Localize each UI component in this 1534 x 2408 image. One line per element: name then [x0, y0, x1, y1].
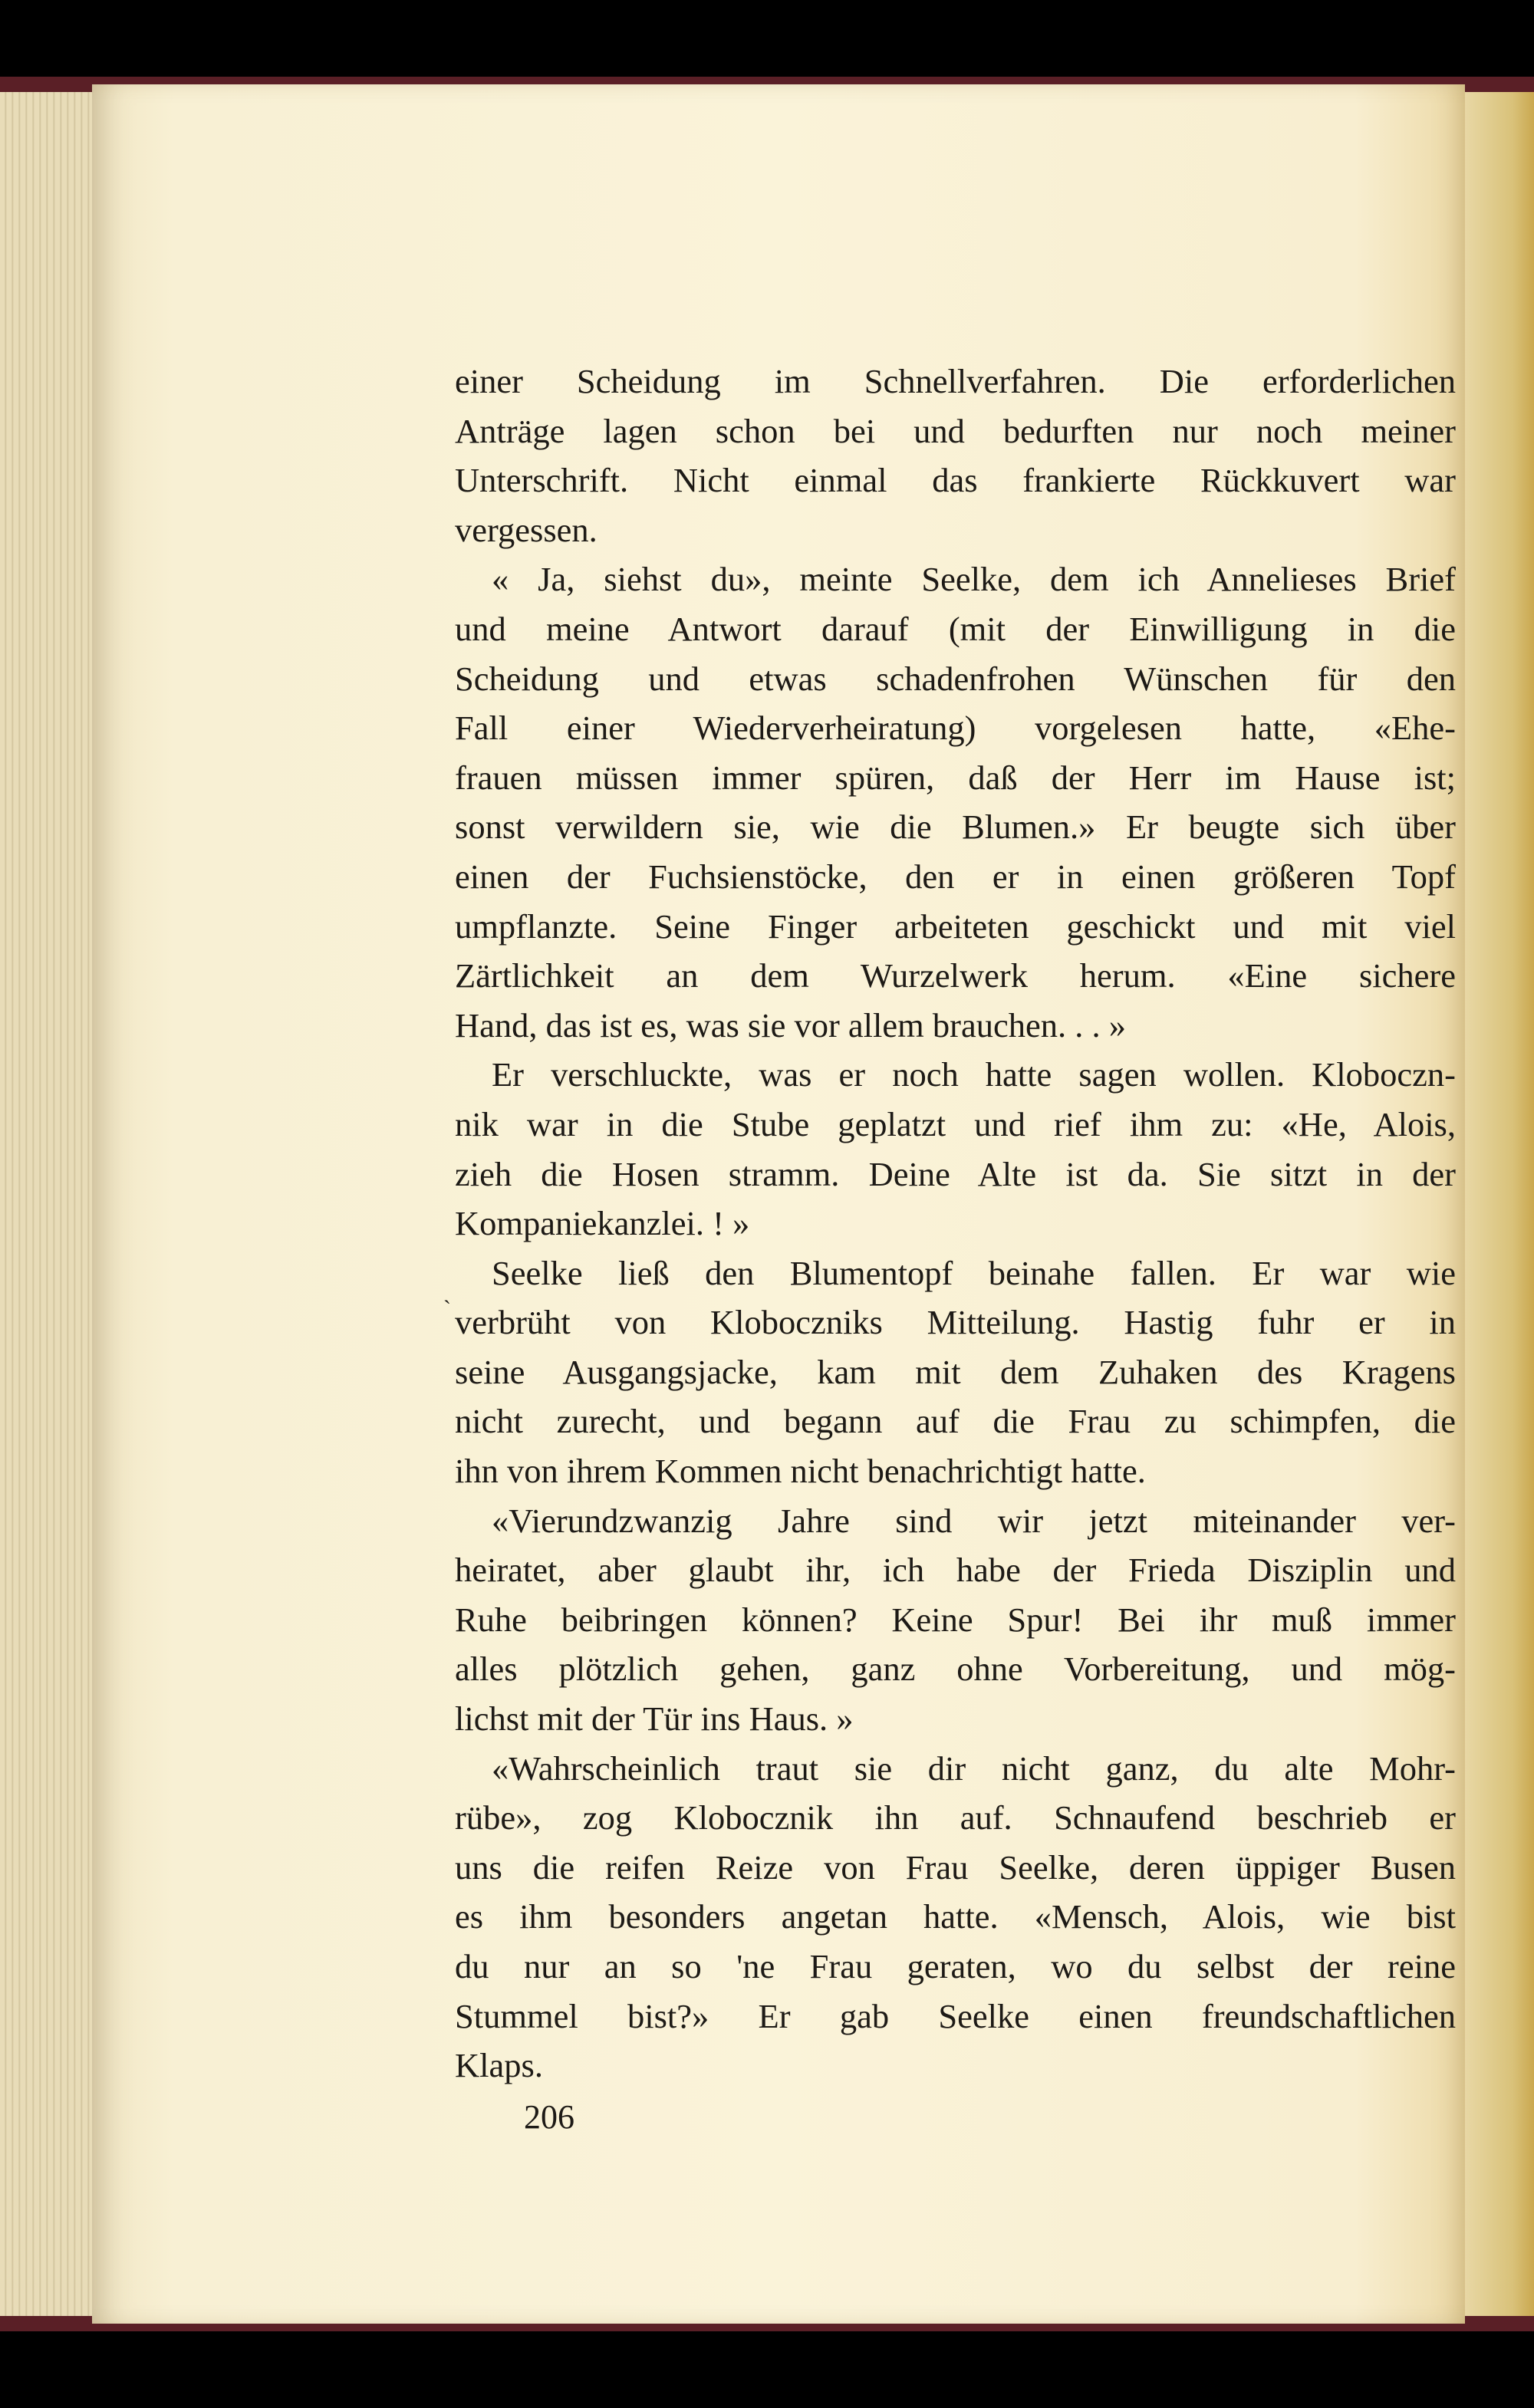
- text-line: und meine Antwort darauf (mit der Einwilligung in die: [455, 609, 1456, 648]
- text-line: sonst verwildern sie, wie die Blumen.» Er beugte sich über: [455, 808, 1456, 847]
- text-line: es ihm besonders angetan hatte. «Mensch, Alois, wie bist: [455, 1897, 1456, 1936]
- text-line: einer Scheidung im Schnellverfahren. Die erforderlichen: [455, 362, 1456, 400]
- text-line: lichst mit der Tür ins Haus. »: [455, 1699, 854, 1739]
- text-line: ihn von ihrem Kommen nicht benachrichtigt hatte.: [455, 1452, 1146, 1491]
- text-line: Scheidung und etwas schadenfrohen Wünschen für den: [455, 659, 1456, 698]
- text-line: Klaps.: [455, 2046, 543, 2085]
- text-line: Anträge lagen schon bei und bedurften nur noch meiner: [455, 411, 1456, 450]
- text-line: Ruhe beibringen können? Keine Spur! Bei ihr muß immer: [455, 1600, 1456, 1639]
- text-line: «Vierundzwanzig Jahre sind wir jetzt miteinander ver-: [492, 1501, 1456, 1540]
- text-line: nicht zurecht, und begann auf die Frau zu schimpfen, die: [455, 1402, 1456, 1441]
- text-line: alles plötzlich gehen, ganz ohne Vorbereitung, und mög-: [455, 1650, 1456, 1689]
- text-line: umpflanzte. Seine Finger arbeiteten geschickt und mit viel: [455, 906, 1456, 946]
- margin-mark: `: [443, 1296, 451, 1321]
- text-line: Unterschrift. Nicht einmal das frankierte Rückkuvert war: [455, 461, 1456, 500]
- left-page-edges: [0, 92, 107, 2316]
- text-line: Hand, das ist es, was sie vor allem brauchen. . . »: [455, 1005, 1126, 1044]
- text-line: frauen müssen immer spüren, daß der Herr im Hause ist;: [455, 758, 1456, 797]
- right-page-edges: [1461, 92, 1534, 2316]
- text-line: du nur an so 'ne Frau geraten, wo du selbst der reine: [455, 1947, 1456, 1985]
- text-line: einen der Fuchsienstöcke, den er in einen größeren Topf: [455, 857, 1456, 896]
- text-line: vergessen.: [455, 510, 597, 549]
- text-line: Fall einer Wiederverheiratung) vorgelesen hatte, «Ehe-: [455, 709, 1456, 748]
- text-line: nik war in die Stube geplatzt und rief ihm zu: «He, Alois,: [455, 1104, 1456, 1143]
- text-line: Zärtlichkeit an dem Wurzelwerk herum. «Eine sichere: [455, 956, 1456, 995]
- text-line: zieh die Hosen stramm. Deine Alte ist da. Sie sitzt in der: [455, 1154, 1456, 1193]
- text-line: verbrüht von Kloboczniks Mitteilung. Hastig fuhr er in: [455, 1303, 1456, 1342]
- text-line: seine Ausgangsjacke, kam mit dem Zuhaken des Kragens: [455, 1352, 1456, 1391]
- text-line: rübe», zog Klobocznik ihn auf. Schnaufend beschrieb er: [455, 1798, 1456, 1837]
- page-number: 206: [524, 2098, 574, 2136]
- text-line: uns die reifen Reize von Frau Seelke, deren üppiger Busen: [455, 1847, 1456, 1887]
- text-line: Kompaniekanzlei. ! »: [455, 1204, 750, 1243]
- text-line: Stummel bist?» Er gab Seelke einen freundschaftlichen: [455, 1996, 1456, 2035]
- text-line: Er verschluckte, was er noch hatte sagen wollen. Kloboczn-: [492, 1055, 1456, 1094]
- text-line: « Ja, siehst du», meinte Seelke, dem ich Annelieses Brief: [492, 560, 1456, 599]
- text-line: Seelke ließ den Blumentopf beinahe fallen. Er war wie: [492, 1253, 1456, 1292]
- body-text: [455, 357, 1456, 2091]
- text-line: heiratet, aber glaubt ihr, ich habe der Frieda Disziplin und: [455, 1551, 1456, 1590]
- text-line: «Wahrscheinlich traut sie dir nicht ganz, du alte Mohr-: [492, 1748, 1456, 1788]
- book-page: [92, 84, 1465, 2324]
